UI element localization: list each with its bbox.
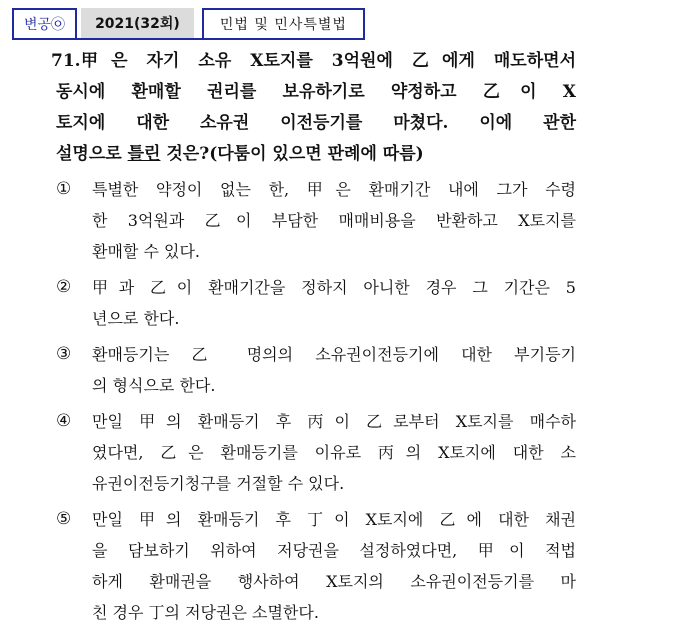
option-marker: ③	[56, 344, 72, 364]
question-line: 동시에 환매할 권리를 보유하기로 약정하고 乙이 X	[56, 82, 576, 102]
option-marker: ①	[56, 179, 72, 199]
question-text-before: 설명으로	[56, 144, 128, 164]
option-line: 환매등기는 乙 명의의 소유권이전등기에 대한 부기등기	[92, 345, 576, 364]
option-marker: ⑤	[56, 509, 72, 529]
question-line: 토지에 대한 소유권 이전등기를 마쳤다. 이에 관한	[56, 113, 576, 133]
option-line: 한 3억원과 乙이 부담한 매매비용을 반환하고 X토지를	[92, 211, 576, 230]
option-marker: ②	[56, 277, 72, 297]
exam-subject-label: 민법 및 민사특별법	[202, 8, 365, 38]
option-marker: ④	[56, 411, 72, 431]
option-line: 甲과 乙이 환매기간을 정하지 아니한 경우 그 기간은 5	[92, 278, 576, 297]
option-line: 친 경우 丁의 저당권은 소멸한다.	[92, 603, 319, 622]
answer-option-4[interactable]	[56, 406, 576, 499]
option-line: 특별한 약정이 없는 한, 甲은 환매기간 내에 그가 수령	[92, 180, 576, 199]
question-number: 71.	[51, 51, 81, 71]
question-underlined-word: 틀린	[127, 144, 161, 164]
option-line: 의 형식으로 한다.	[92, 376, 216, 395]
option-line: 하게 환매권을 행사하여 X토지의 소유권이전등기를 마	[92, 572, 576, 591]
question-text-after: 것은?(다툼이 있으면 판례에 따름)	[160, 144, 424, 164]
answer-option-2[interactable]	[56, 272, 576, 334]
option-line: 유권이전등기청구를 거절할 수 있다.	[92, 474, 345, 493]
option-line: 년으로 한다.	[92, 309, 180, 328]
exam-year-label: 2021(32회)	[81, 8, 194, 38]
answer-options	[56, 174, 576, 633]
answer-option-1[interactable]	[56, 174, 576, 267]
option-line: 환매할 수 있다.	[92, 242, 200, 261]
option-line: 을 담보하기 위하여 저당권을 설정하였다면, 甲이 적법	[92, 541, 576, 560]
option-line: 만일 甲의 환매등기 후 丁이 X토지에 乙에 대한 채권	[92, 510, 576, 529]
question-block	[51, 46, 576, 170]
answer-option-3[interactable]	[56, 339, 576, 401]
question-line	[56, 139, 576, 170]
answer-option-5[interactable]	[56, 504, 576, 628]
option-line: 였다면, 乙은 환매등기를 이유로 丙의 X토지에 대한 소	[92, 443, 576, 462]
exam-header	[12, 8, 365, 40]
exam-type-badge: 변공㉧	[12, 8, 77, 38]
option-line: 만일 甲의 환매등기 후 丙이 乙로부터 X토지를 매수하	[92, 412, 576, 431]
question-line: 甲은 자기 소유 X토지를 3억원에 乙에게 매도하면서	[81, 51, 576, 71]
